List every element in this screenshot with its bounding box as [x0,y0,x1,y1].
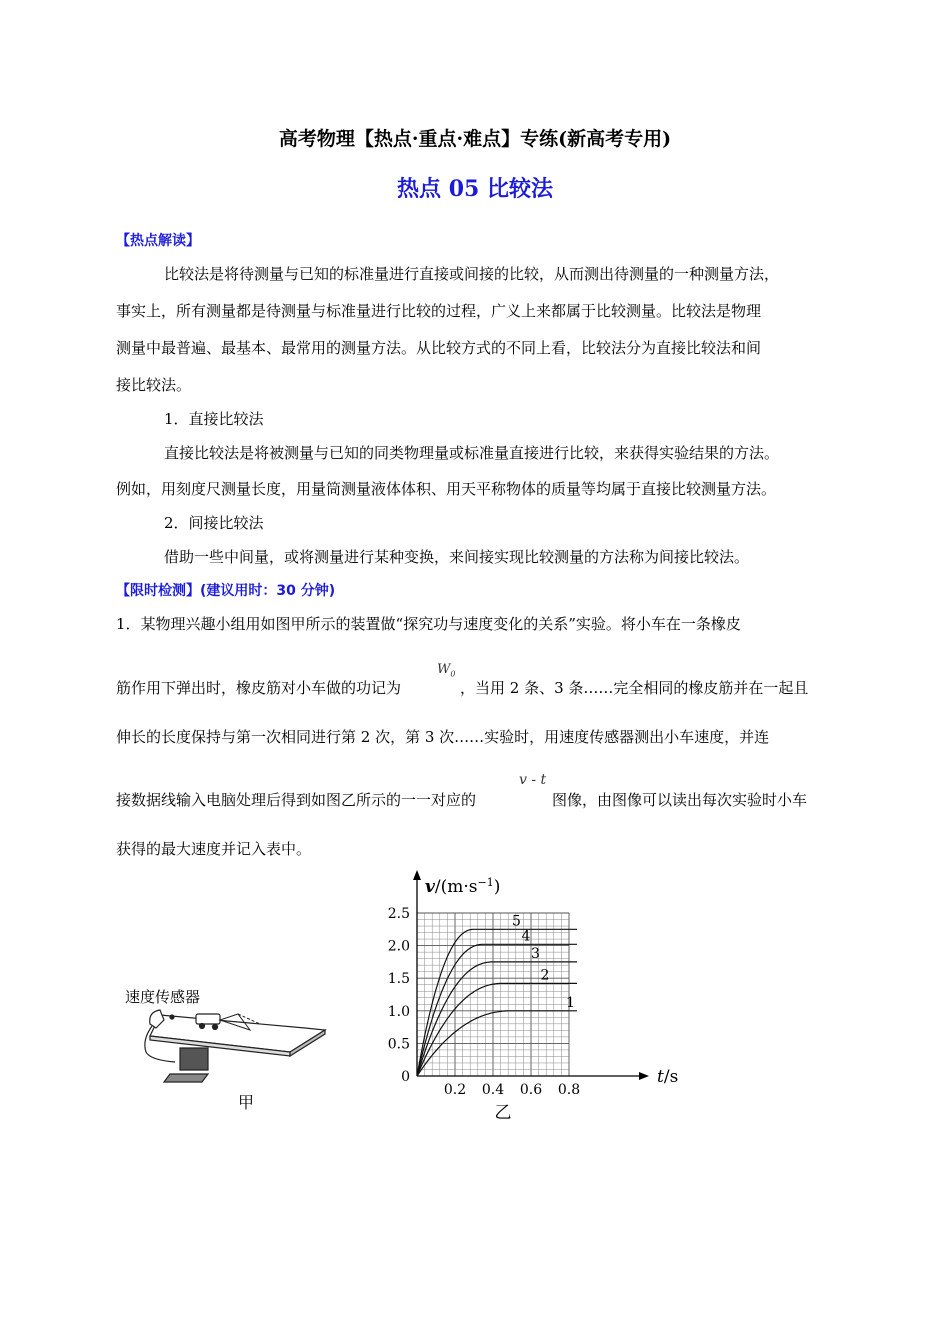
para-2-line-1: 直接比较法是将被测量与已知的同类物理量或标准量直接进行比较，来获得实验结果的方法。 [164,444,780,462]
chart-curves [417,929,577,1076]
q1-line-2b: ，当用 2 条、3 条……完全相同的橡皮筋并在一起且 [460,679,809,697]
x-tick-label: 0.4 [481,1082,505,1098]
x-axis-arrow [639,1072,649,1080]
para-1-line-1: 比较法是将待测量与已知的标准量进行直接或间接的比较，从而测出待测量的一种测量方法， [164,265,780,283]
x-tick-label: 0.8 [557,1082,581,1098]
y-axis-arrow [413,870,421,880]
series-5-label: 5 [512,913,521,930]
computer [164,1048,208,1082]
chart-grid [417,913,569,1076]
q1-line-1: 1．某物理兴趣小组用如图甲所示的装置做“探究功与速度变化的关系”实验。将小车在一条橡皮 [116,615,741,633]
q1-line-2a: 筋作用下弹出时，橡皮筋对小车做的功记为 [116,679,402,697]
series-1-label: 1 [566,994,575,1011]
w0-main: W [437,662,451,677]
x-tick-label: 0.6 [519,1082,543,1098]
vt-symbol: v - t [519,772,547,788]
figure-jia-caption: 甲 [238,1093,255,1112]
q1-line-4a: 接数据线输入电脑处理后得到如图乙所示的一一对应的 [116,791,477,809]
section-title: 热点 05 比较法 [397,176,553,202]
para-1-line-2: 事实上，所有测量都是待测量与标准量进行比较的过程，广义上来都属于比较测量。比较法是物理 [116,302,762,320]
x-axis-label: t/s [657,1067,679,1087]
heading-direct: 1．直接比较法 [164,410,264,428]
time-note: (建议用时：30 分钟) [200,583,336,599]
apparatus-figure [120,980,340,1120]
para-1-line-4: 接比较法。 [116,376,192,394]
para-2-line-2: 例如，用刻度尺测量长度，用量筒测量液体体积、用天平称物体的质量等均属于直接比较测量方法。 [116,480,777,498]
x-tick-label: 0.2 [443,1082,467,1098]
y-axis-label: $v/(m\cdot s^{-1})$ [425,875,501,897]
q1-line-5: 获得的最大速度并记入表中。 [116,840,312,858]
q1-line-4b: 图像，由图像可以读出每次实验时小车 [552,791,808,809]
figure-yi-caption: 乙 [494,1103,512,1123]
y-tick-label: 2.0 [387,938,410,955]
w0-sub: 0 [450,669,456,679]
y-tick-label: 0.5 [387,1036,410,1053]
y-tick-label: 2.5 [387,906,410,922]
series-3-label: 3 [531,945,540,962]
y-tick-label: 0 [401,1069,410,1085]
w0-symbol [437,662,455,679]
sensor-label: 速度传感器 [125,988,201,1006]
test-label-text: 【限时检测】 [116,583,200,599]
series-2-label: 2 [540,967,550,984]
q1-line-3: 伸长的长度保持与第一次相同进行第 2 次，第 3 次……实验时，用速度传感器测出小车速度，并连 [116,728,770,746]
heading-indirect: 2．间接比较法 [164,514,264,532]
vt-chart [370,868,679,1128]
para-3-line-1: 借助一些中间量，或将测量进行某种变换，来间接实现比较测量的方法称为间接比较法。 [164,548,750,566]
para-1-line-3: 测量中最普遍、最基本、最常用的测量方法。从比较方式的不同上看，比较法分为直接比较法和间 [116,339,762,357]
series-3-line [417,962,577,1076]
page-title: 高考物理【热点·重点·难点】专练(新高考专用) [278,128,672,150]
track-board [150,1015,325,1056]
series-4-label: 4 [521,928,531,945]
series-5-line [417,929,577,1076]
test-label [116,580,335,600]
hotspot-label: 【热点解读】 [116,233,200,249]
y-tick-label: 1.0 [387,1003,410,1020]
y-tick-label: 1.5 [387,971,410,988]
series-2-line [417,983,577,1076]
